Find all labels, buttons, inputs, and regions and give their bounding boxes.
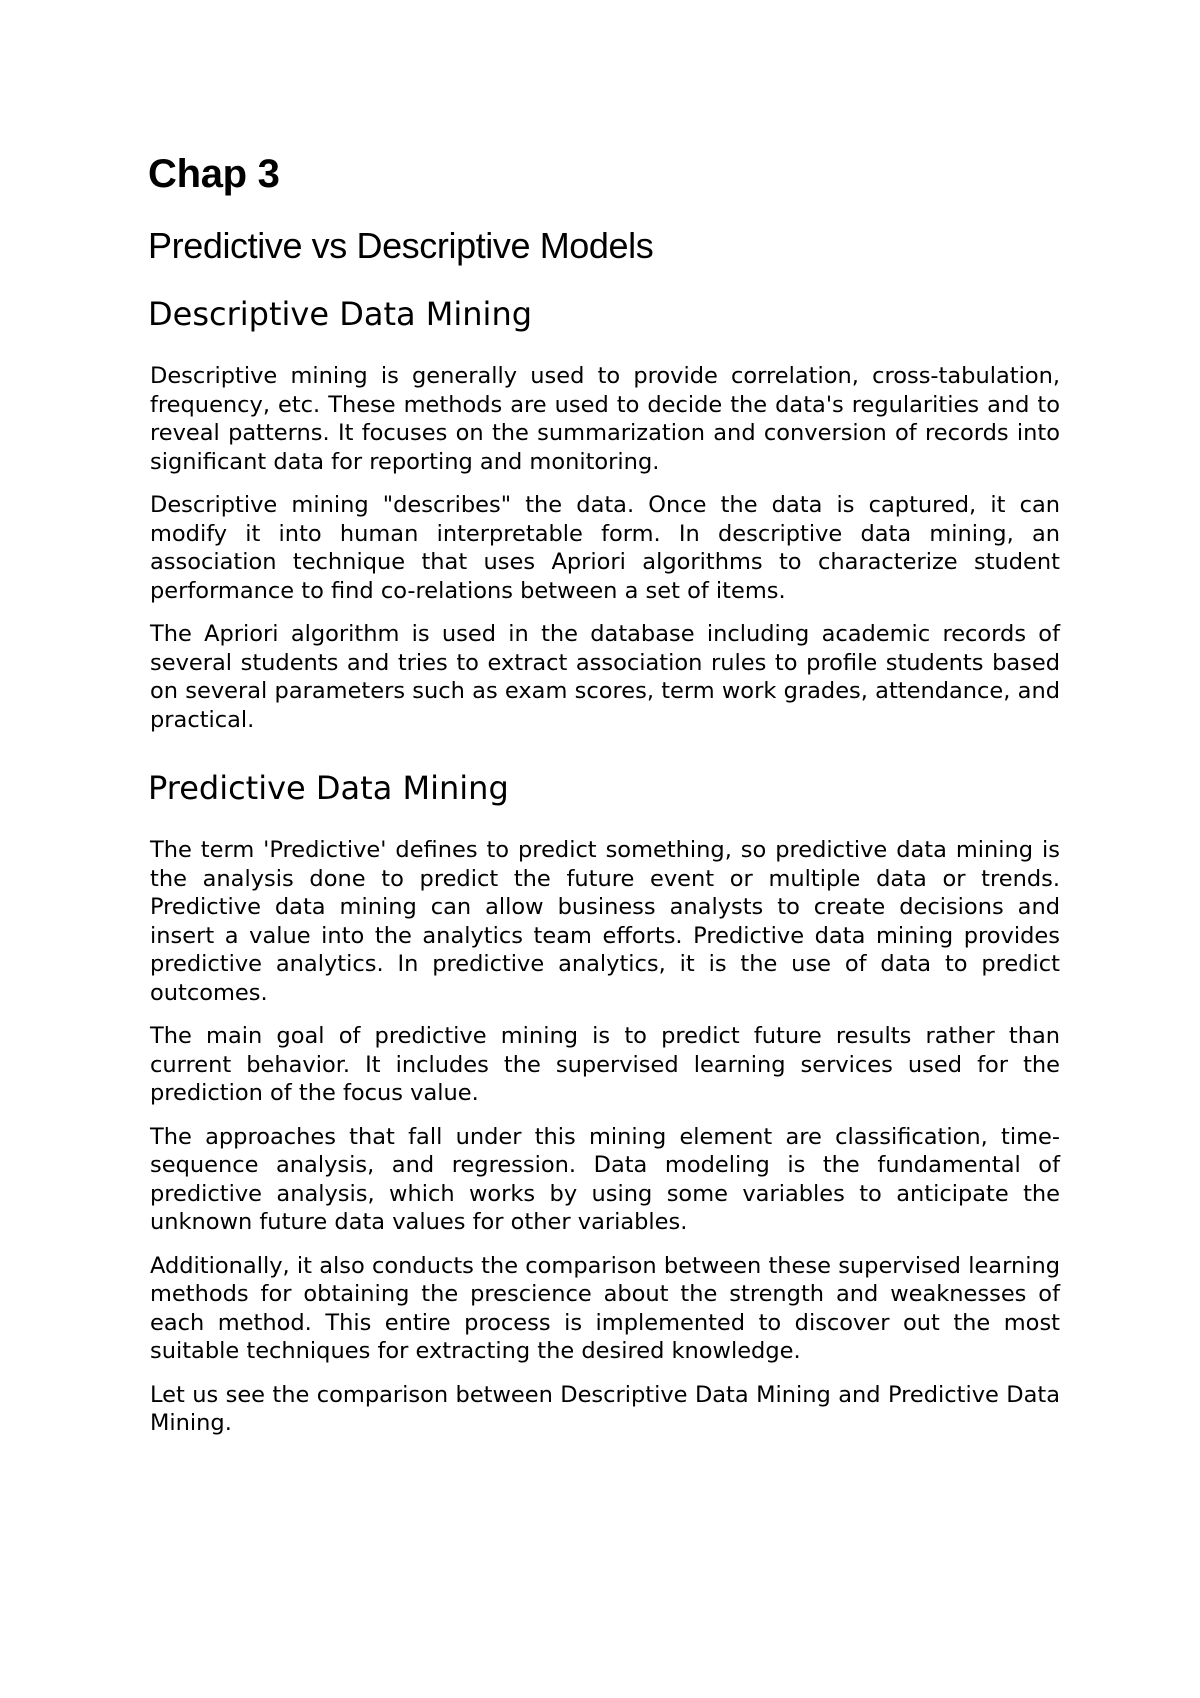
paragraph: The term 'Predictive' defines to predict something, so predictive data mining is the analysis done to predict the future event or multiple data or trends. Predictive data mining can allow business analysts to create decisions and insert a value into the analytics team efforts. Predictive data mining provides predictive analytics. In predictive analytics, it is the use of data to predict outcomes. [150, 837, 1060, 1006]
paragraph: Descriptive mining is generally used to provide correlation, cross-tabulation, frequency, etc. These methods are used to decide the data's regularities and to reveal patterns. It focuses on the summarization and conversion of records into significant data for reporting and monitoring. [150, 363, 1060, 475]
chapter-title: Chap 3 [148, 152, 280, 196]
section-descriptive-data-mining [148, 294, 1060, 734]
paragraph: The Apriori algorithm is used in the database including academic records of several students and tries to extract association rules to profile students based on several parameters such as exam scores, term work grades, attendance, and practical. [150, 621, 1060, 733]
document-page [148, 150, 1060, 1453]
paragraph: Additionally, it also conducts the comparison between these supervised learning methods for obtaining the prescience about the strength and weaknesses of each method. This entire process is implemented to discover out the most suitable techniques for extracting the desired knowledge. [150, 1252, 1060, 1364]
paragraph: Let us see the comparison between Descriptive Data Mining and Predictive Data Mining. [150, 1381, 1060, 1436]
paragraph: The approaches that fall under this mining element are classification, time-sequence analysis, and regression. Data modeling is the fundamental of predictive analysis, which works by using some variables to anticipate the unknown future data values for other variables. [150, 1123, 1060, 1235]
document-title: Predictive vs Descriptive Models [148, 225, 654, 266]
section-heading-predictive: Predictive Data Mining [148, 769, 509, 807]
paragraph: The main goal of predictive mining is to predict future results rather than current behavior. It includes the supervised learning services used for the prediction of the focus value. [150, 1023, 1060, 1106]
section-predictive-data-mining [148, 768, 1060, 1438]
section-heading-descriptive: Descriptive Data Mining [148, 295, 533, 333]
paragraph: Descriptive mining "describes" the data. Once the data is captured, it can modify it into human interpretable form. In descriptive data mining, an association technique that uses Apriori algorithms to characterize student performance to find co-relations between a set of items. [150, 492, 1060, 604]
